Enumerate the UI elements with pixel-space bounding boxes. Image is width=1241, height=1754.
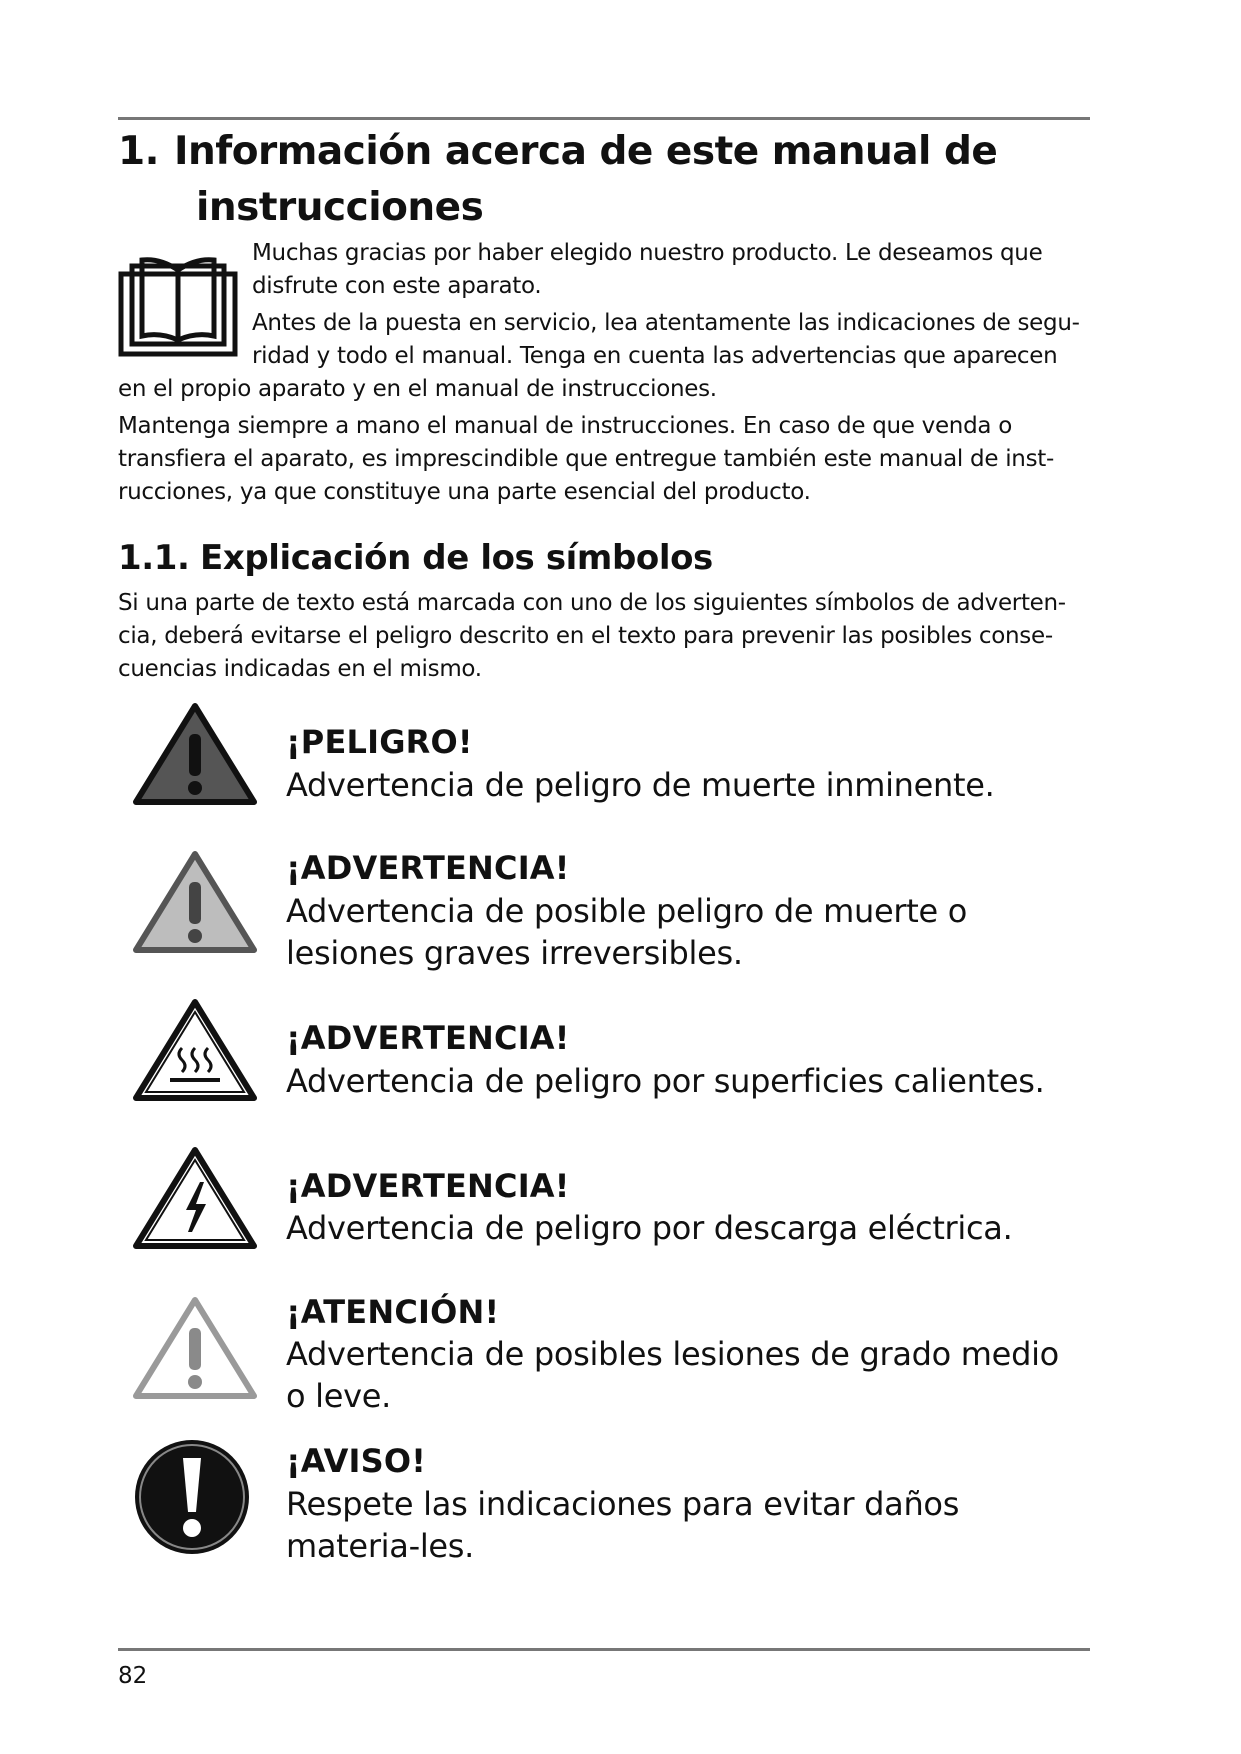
- open-book-icon: [118, 256, 238, 360]
- subsection-number: 1.1.: [118, 538, 190, 578]
- subsection-heading: [118, 533, 713, 583]
- section-number: 1.: [118, 129, 159, 174]
- subsection-title: Explicación de los símbolos: [200, 538, 713, 578]
- symbols-intro-text: Si una parte de texto está marcada con uno de los siguientes símbolos de adverten-cia, deberá evitarse el peligro descrito en el texto para prevenir las posibles conse-cuencias indicadas en el mismo.: [118, 590, 1066, 682]
- section-heading: [118, 124, 1090, 236]
- signal-title-electric: ¡ADVERTENCIA!: [286, 1167, 570, 1205]
- signal-text-electric: Advertencia de peligro por descarga eléctrica.: [286, 1209, 1013, 1247]
- electric-shock-icon: [130, 1144, 260, 1254]
- intro-paragraph-3: Mantenga siempre a mano el manual de instrucciones. En caso de que venda o transfiera el aparato, es imprescindible que entregue también este manual de inst-rucciones, ya que constituye una parte esencial del producto.: [118, 413, 1054, 505]
- signal-text-danger: Advertencia de peligro de muerte inminente.: [286, 766, 995, 804]
- section-title-line1: Información acerca de este manual de: [174, 129, 998, 174]
- signal-title-caution: ¡ATENCIÓN!: [286, 1293, 500, 1331]
- caution-triangle-icon: [130, 1294, 260, 1404]
- danger-triangle-icon: [130, 700, 260, 810]
- signal-text-notice: Respete las indicaciones para evitar daños materia-les.: [286, 1485, 960, 1565]
- notice-circle-icon: [132, 1436, 252, 1558]
- signal-text-caution: Advertencia de posibles lesiones de grado medio o leve.: [286, 1335, 1059, 1415]
- signal-title-hot-surface: ¡ADVERTENCIA!: [286, 1019, 570, 1057]
- page-number: 82: [118, 1663, 148, 1689]
- top-rule: [118, 117, 1090, 120]
- signal-text-warning: Advertencia de posible peligro de muerte o lesiones graves irreversibles.: [286, 892, 968, 972]
- signal-title-warning: ¡ADVERTENCIA!: [286, 849, 570, 887]
- intro-paragraph-2: Antes de la puesta en servicio, lea atentamente las indicaciones de segu-ridad y todo el manual. Tenga en cuenta las advertencias que aparecen: [252, 310, 1080, 369]
- warning-triangle-icon: [130, 848, 260, 958]
- signal-title-danger: ¡PELIGRO!: [286, 723, 473, 761]
- hot-surface-icon: [130, 996, 260, 1106]
- bottom-rule: [118, 1648, 1090, 1651]
- intro-paragraph-2-continued: en el propio aparato y en el manual de instrucciones.: [118, 376, 717, 402]
- signal-title-notice: ¡AVISO!: [286, 1442, 427, 1480]
- signal-text-hot-surface: Advertencia de peligro por superficies calientes.: [286, 1062, 1045, 1100]
- section-title-line2: instrucciones: [196, 185, 484, 230]
- intro-paragraph-1: Muchas gracias por haber elegido nuestro producto. Le deseamos que disfrute con este aparato.: [252, 240, 1043, 299]
